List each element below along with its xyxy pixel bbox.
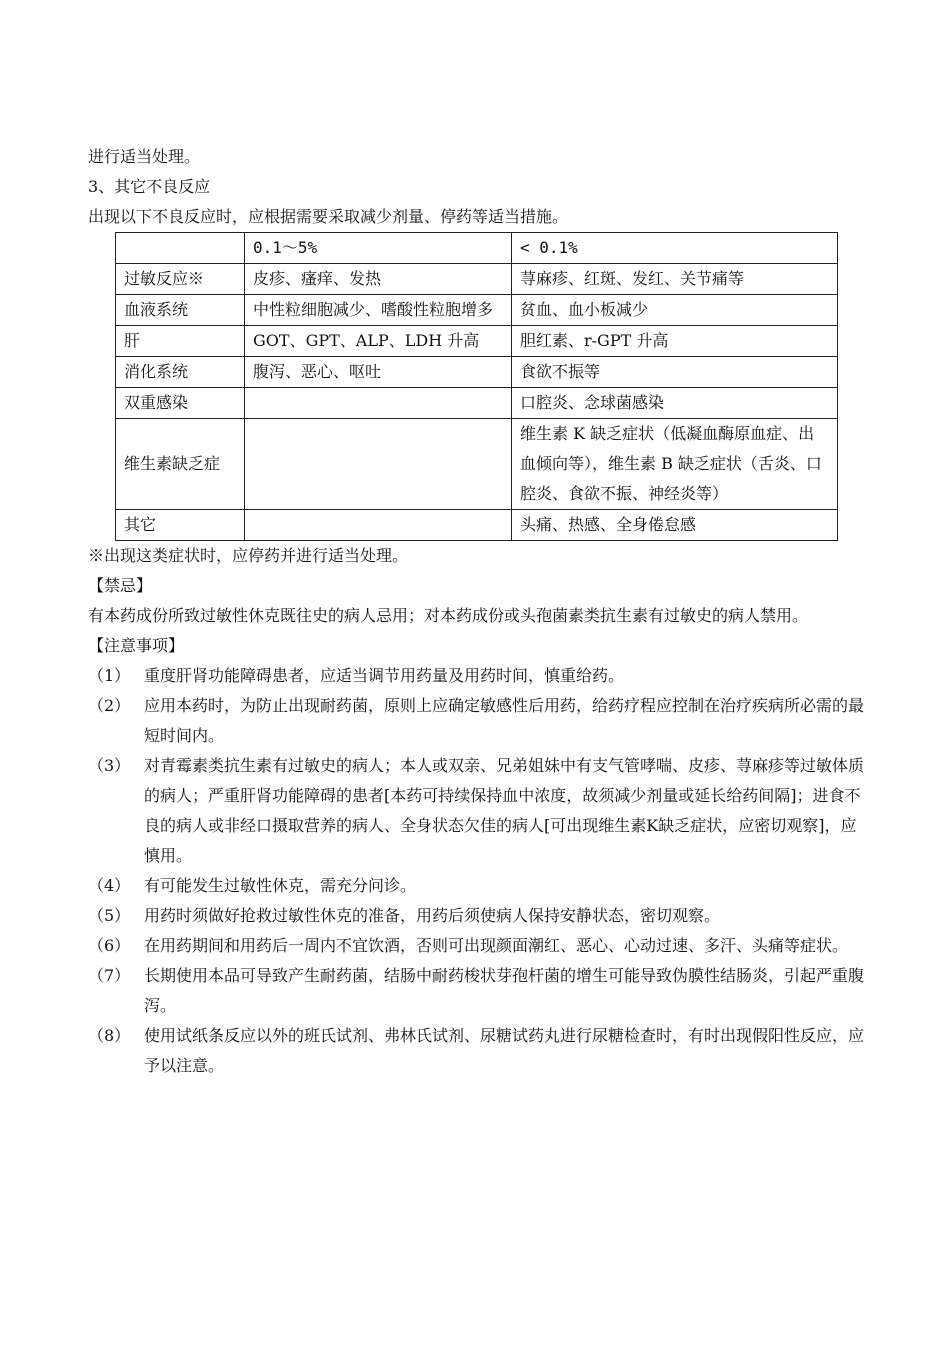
table-cell: 肝 [116,326,245,357]
item-number: （2） [88,696,131,715]
precautions-list [88,661,868,1081]
item-text: 重度肝肾功能障碍患者，应适当调节用药量及用药时间，慎重给药。 [144,666,625,685]
table-header-cell: 0.1～5% [245,233,512,264]
item-number: （5） [88,906,131,925]
table-cell [245,388,512,419]
table-cell: 维生素 K 缺乏症状（低凝血酶原血症、出血倾向等），维生素 B 缺乏症状（舌炎、口腔炎、食欲不振、神经炎等） [512,419,838,510]
table-cell: 双重感染 [116,388,245,419]
table-cell: 口腔炎、念球菌感染 [512,388,838,419]
item-text: 对青霉素类抗生素有过敏史的病人；本人或双亲、兄弟姐妹中有支气管哮喘、皮疹、荨麻疹等过敏体质的病人；严重肝肾功能障碍的患者[本药可持续保持血中浓度，故须减少剂量或延长给药间隔]；进食不良的病人或非经口摄取营养的病人、全身状态欠佳的病人[可出现维生素K缺乏症状，应密切观察]，应慎用。 [144,756,865,865]
table-cell: 其它 [116,510,245,541]
table-cell: 贫血、血小板减少 [512,295,838,326]
section-text: 出现以下不良反应时，应根据需要采取减少剂量、停药等适当措施。 [88,207,569,226]
table-cell: 胆红素、r-GPT 升高 [512,326,838,357]
table-cell: 血液系统 [116,295,245,326]
table-cell [245,510,512,541]
item-number: （3） [88,756,131,775]
table-row [116,295,838,326]
item-number: （7） [88,966,131,985]
list-item [88,961,868,1021]
item-text: 在用药期间和用药后一周内不宜饮酒，否则可出现颜面潮红、恶心、心动过速、多汗、头痛等症状。 [144,936,849,955]
table-header-cell [116,233,245,264]
item-text: 有可能发生过敏性休克，需充分问诊。 [144,876,417,895]
table-cell: GOT、GPT、ALP、LDH 升高 [245,326,512,357]
table-cell: 皮疹、瘙痒、发热 [245,264,512,295]
table-row [116,326,838,357]
list-item [88,751,868,871]
item-number: （1） [88,666,131,685]
section-title: 3、其它不良反应 [88,177,211,196]
list-item [88,691,868,751]
table-cell: 腹泻、恶心、呕吐 [245,357,512,388]
list-item [88,1021,868,1081]
item-text: 应用本药时，为防止出现耐药菌，原则上应确定敏感性后用药，给药疗程应控制在治疗疾病所必需的最短时间内。 [144,696,865,745]
table-cell: 食欲不振等 [512,357,838,388]
table-header-cell: < 0.1% [512,233,838,264]
table-header-row [116,233,838,264]
table-cell: 头痛、热感、全身倦怠感 [512,510,838,541]
list-item [88,931,868,961]
table-row [116,419,838,510]
contraindications-text: 有本药成份所致过敏性休克既往史的病人忌用；对本药成份或头孢菌素类抗生素有过敏史的病人禁用。 [88,606,809,625]
table-cell: 维生素缺乏症 [116,419,245,510]
table-row [116,510,838,541]
item-text: 长期使用本品可导致产生耐药菌，结肠中耐药梭状芽孢杆菌的增生可能导致伪膜性结肠炎，引起严重腹泻。 [144,966,865,1015]
list-item [88,661,868,691]
table-row [116,264,838,295]
list-item [88,901,868,931]
intro-line: 进行适当处理。 [88,147,201,166]
item-number: （8） [88,1026,131,1045]
table-cell: 荨麻疹、红斑、发红、关节痛等 [512,264,838,295]
document-page [88,142,868,1081]
precautions-heading: 【注意事项】 [88,636,185,655]
item-number: （4） [88,876,131,895]
table-cell [245,419,512,510]
table-cell: 过敏反应※ [116,264,245,295]
table-row [116,357,838,388]
table-cell: 中性粒细胞减少、嗜酸性粒胞增多 [245,295,512,326]
table-cell: 消化系统 [116,357,245,388]
adverse-reactions-table [115,232,838,541]
item-number: （6） [88,936,131,955]
item-text: 使用试纸条反应以外的班氏试剂、弗林氏试剂、尿糖试药丸进行尿糖检查时，有时出现假阳性反应，应予以注意。 [144,1026,865,1075]
table-note: ※出现这类症状时，应停药并进行适当处理。 [88,546,409,565]
item-text: 用药时须做好抢救过敏性休克的准备，用药后须使病人保持安静状态，密切观察。 [144,906,721,925]
table-row [116,388,838,419]
list-item [88,871,868,901]
contraindications-heading: 【禁忌】 [88,576,153,595]
